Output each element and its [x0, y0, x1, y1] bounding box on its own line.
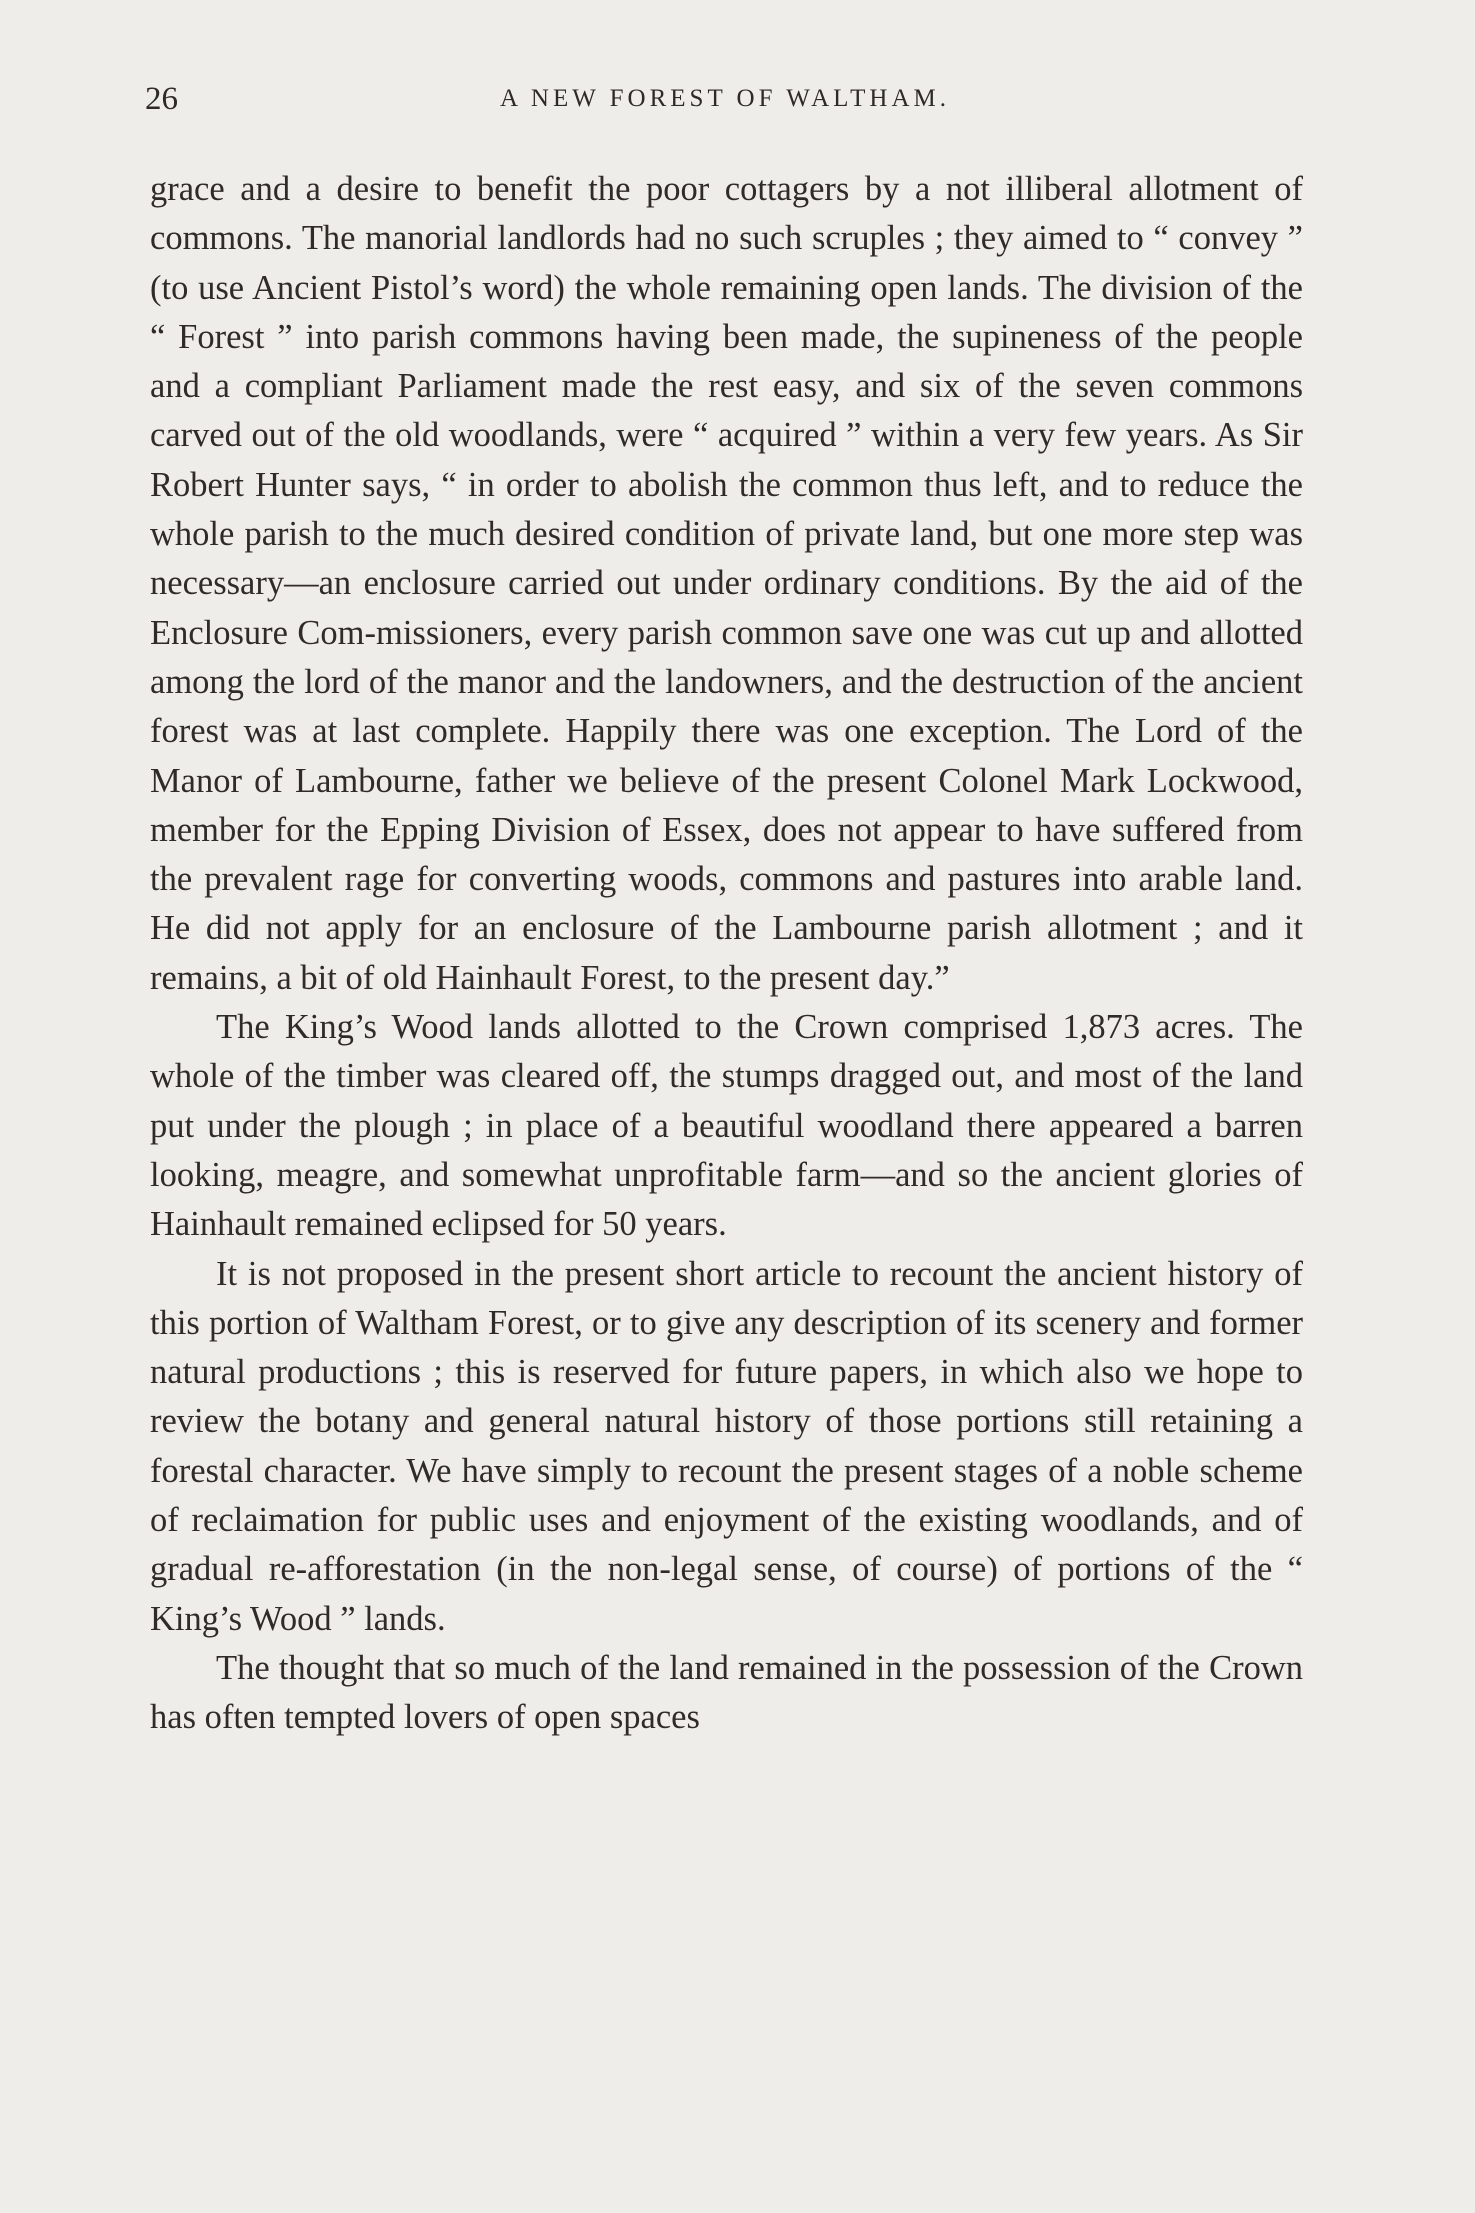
body-text: [150, 165, 1303, 1743]
page-header: [145, 74, 1305, 124]
paragraph-continued: grace and a desire to benefit the poor cottagers by a not illiberal allotment of commons. The manorial landlords had no such scruples ; they aimed to “ convey ” (to use Ancient Pistol’s word) the whole remaining open lands. The division of the “ Forest ” into parish commons having been made, the supineness of the people and a compliant Parliament made the rest easy, and six of the seven commons carved out of the old woodlands, were “ acquired ” within a very few years. As Sir Robert Hunter says, “ in order to abolish the common thus left, and to reduce the whole parish to the much desired condition of private land, but one more step was necessary—an enclosure carried out under ordinary conditions. By the aid of the Enclosure Com-missioners, every parish common save one was cut up and allotted among the lord of the manor and the landowners, and the destruction of the ancient forest was at last complete. Happily there was one exception. The Lord of the Manor of Lambourne, father we believe of the present Colonel Mark Lockwood, member for the Epping Division of Essex, does not appear to have suffered from the prevalent rage for converting woods, commons and pastures into arable land. He did not apply for an enclosure of the Lambourne parish allotment ; and it remains, a bit of old Hainhault Forest, to the present day.”: [150, 170, 1303, 997]
paragraph-crown-possession: The thought that so much of the land remained in the possession of the Crown has often tempted lovers of open spaces: [150, 1648, 1303, 1737]
paragraph-kings-wood: The King’s Wood lands allotted to the Crown comprised 1,873 acres. The whole of the timber was cleared off, the stumps dragged out, and most of the land put under the plough ; in place of a beautiful woodland there appeared a barren looking, meagre, and somewhat unprofitable farm—and so the ancient glories of Hainhault remained eclipsed for 50 years.: [150, 1008, 1303, 1244]
page-number: 26: [145, 81, 178, 117]
running-title: A NEW FOREST OF WALTHAM.: [500, 85, 950, 112]
paragraph-purpose: It is not proposed in the present short article to recount the ancient history of this portion of Waltham Forest, or to give any description of its scenery and former natural productions ; this is reserved for future papers, in which also we hope to review the botany and general natural history of those portions still retaining a forestal character. We have simply to recount the present stages of a noble scheme of reclaimation for public uses and enjoyment of the existing woodlands, and of gradual re-afforestation (in the non-legal sense, of course) of portions of the “ King’s Wood ” lands.: [150, 1254, 1303, 1638]
